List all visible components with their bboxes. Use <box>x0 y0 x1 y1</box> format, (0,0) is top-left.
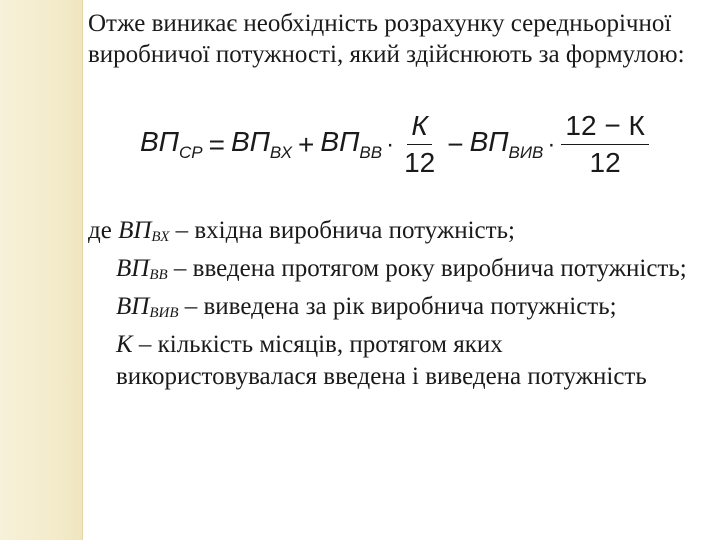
formula-term3-sub: ВИВ <box>508 143 544 162</box>
intro-paragraph: Отже виникає необхідність розрахунку середньорічної виробничої потужності, який здійснюють за формулою: <box>88 10 685 68</box>
definition-item-vhx <box>88 215 698 253</box>
definition-symbol <box>116 293 179 320</box>
definition-text: – вхідна виробнича потужність; <box>169 217 515 244</box>
formula-fraction-1 <box>400 110 439 179</box>
definition-text: – виведена за рік виробнича потужність; <box>178 293 617 320</box>
definition-symbol <box>116 255 168 282</box>
definitions-list <box>88 215 698 393</box>
formula-minus: − <box>447 128 464 160</box>
formula-fraction-2 <box>561 110 648 179</box>
fraction-1-denominator: 12 <box>404 147 436 178</box>
definition-symbol-sub: ВВ <box>149 267 168 283</box>
fraction-2-numerator: 12 − К <box>561 110 648 145</box>
definition-item-viv <box>88 291 698 329</box>
definition-symbol-main: ВП <box>118 217 152 244</box>
formula-lhs-sub: СР <box>178 143 203 162</box>
definition-symbol-sub: ВХ <box>151 229 170 245</box>
definition-symbol <box>116 331 133 358</box>
definition-symbol-main: ВП <box>116 293 150 320</box>
formula-lhs <box>140 126 203 163</box>
fraction-1-numerator: К <box>407 110 432 145</box>
definition-item-vv <box>88 253 698 291</box>
fraction-2-denominator: 12 <box>589 147 621 178</box>
average-capacity-formula <box>140 92 698 197</box>
side-band-divider <box>82 0 83 540</box>
definition-text: – кількість місяців, протягом яких використовувалася введена і виведена потужність <box>116 331 647 390</box>
formula-term1-symbol: ВП <box>230 126 270 157</box>
definitions-prefix: де <box>88 217 112 244</box>
definition-item-k <box>88 329 698 393</box>
definition-symbol-main: ВП <box>116 255 150 282</box>
formula-term2 <box>320 126 382 163</box>
formula-term1-sub: ВХ <box>269 143 293 162</box>
definition-symbol <box>118 217 169 244</box>
formula-dot-2: · <box>547 130 556 158</box>
formula-term3-symbol: ВП <box>469 126 509 157</box>
formula-term3 <box>470 126 544 163</box>
decorative-side-band <box>0 0 82 540</box>
formula-plus: + <box>298 128 315 160</box>
formula-term1 <box>231 126 292 163</box>
definition-symbol-main: К <box>116 331 133 358</box>
slide-content <box>88 8 698 393</box>
formula-lhs-symbol: ВП <box>140 126 179 157</box>
definition-symbol-sub: ВИВ <box>149 305 179 321</box>
formula-dot-1: · <box>386 130 395 158</box>
definition-text: – введена протягом року виробнича потужність; <box>167 255 687 282</box>
formula-term2-sub: ВВ <box>359 143 383 162</box>
formula-term2-symbol: ВП <box>320 126 360 157</box>
formula-equals: = <box>208 128 225 160</box>
